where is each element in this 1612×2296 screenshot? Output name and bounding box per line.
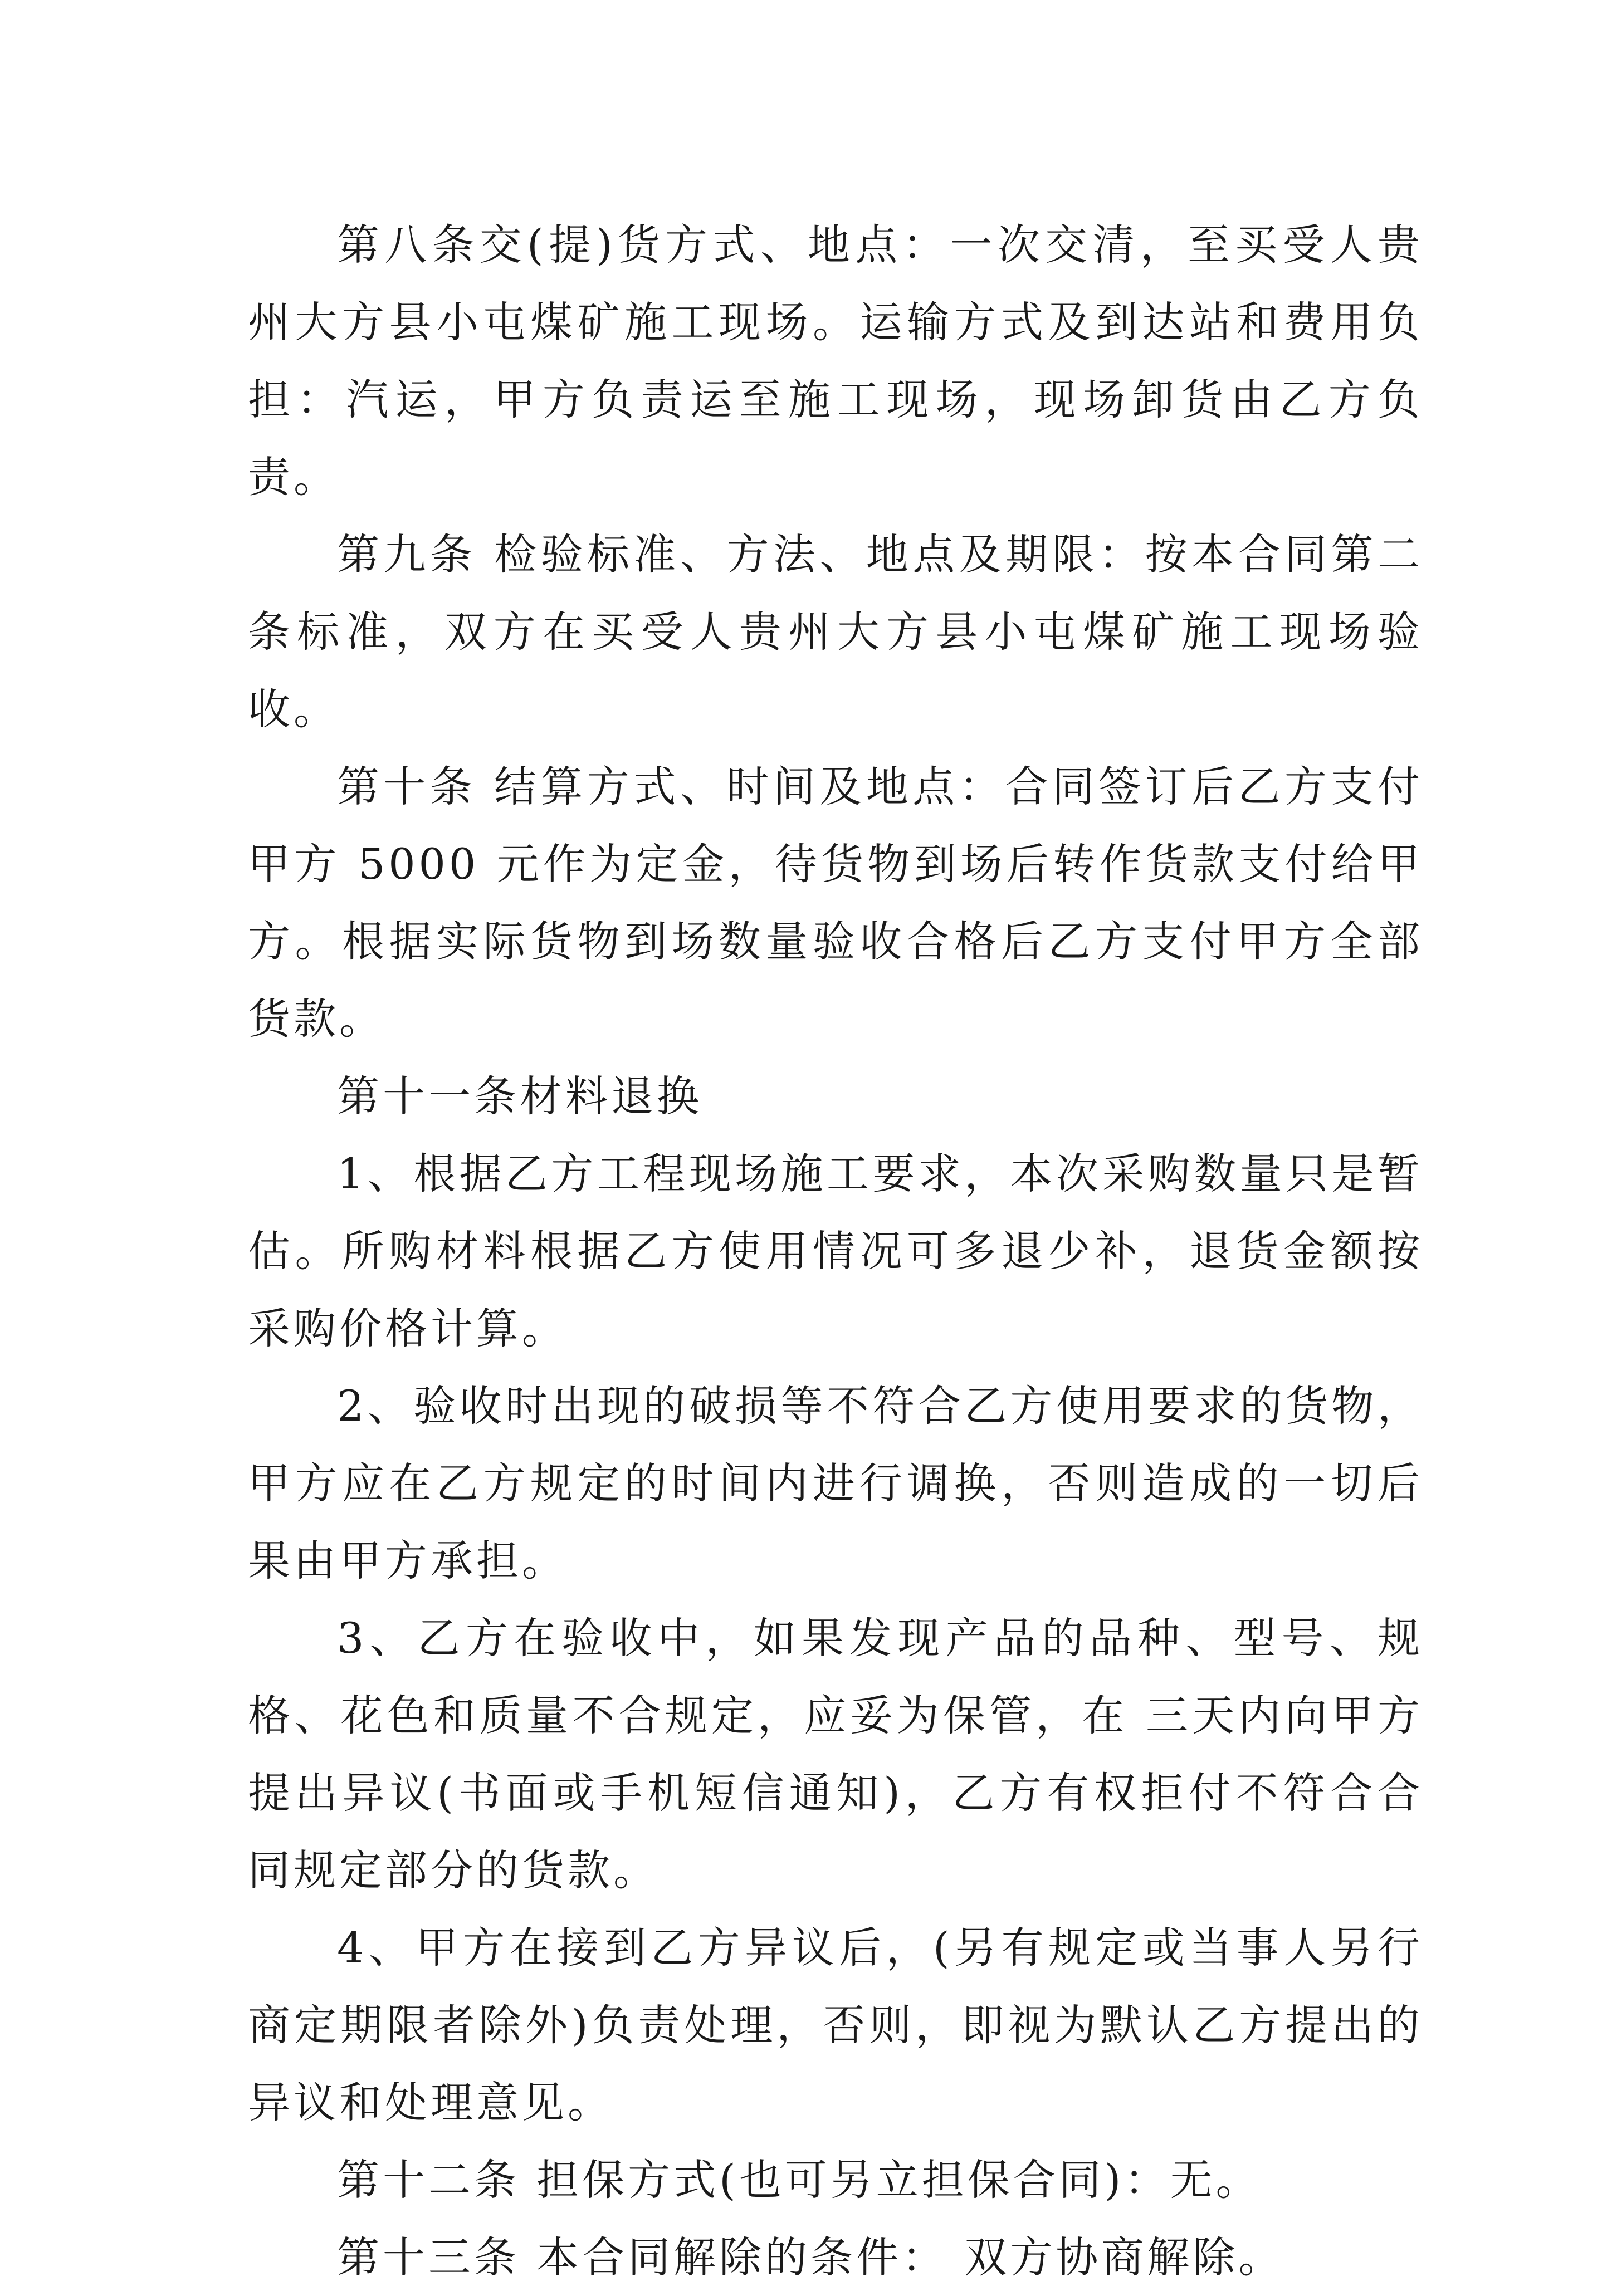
document-body bbox=[248, 206, 1423, 2296]
clause-11-item-3: 3、乙方在验收中，如果发现产品的品种、型号、规格、花色和质量不合规定，应妥为保管，在 三天内向甲方提出异议(书面或手机短信通知)，乙方有权拒付不符合合同规定部分的货款。 bbox=[248, 1613, 1423, 1895]
clause-11-item-2: 2、验收时出现的破损等不符合乙方使用要求的货物，甲方应在乙方规定的时间内进行调换，否则造成的一切后果由甲方承担。 bbox=[248, 1381, 1423, 1585]
clause-10-settlement: 第十条 结算方式、时间及地点：合同签订后乙方支付甲方 5000 元作为定金，待货物到场后转作货款支付给甲方。根据实际货物到场数量验收合格后乙方支付甲方全部货款。 bbox=[248, 762, 1423, 1044]
clause-11-item-4: 4、甲方在接到乙方异议后，(另有规定或当事人另行商定期限者除外)负责处理，否则，即视为默认乙方提出的异议和处理意见。 bbox=[248, 1923, 1423, 2127]
clause-12-guarantee: 第十二条 担保方式(也可另立担保合同)：无。 bbox=[337, 2155, 1262, 2205]
clause-8-delivery: 第八条交(提)货方式、地点：一次交清，至买受人贵州大方县小屯煤矿施工现场。运输方式及到达站和费用负担：汽运，甲方负责运至施工现场，现场卸货由乙方负责。 bbox=[248, 220, 1423, 502]
clause-13-termination: 第十三条 本合同解除的条件： 双方协商解除。 bbox=[337, 2233, 1284, 2282]
clause-11-heading: 第十一条材料退换 bbox=[337, 1071, 702, 1121]
clause-9-inspection: 第九条 检验标准、方法、地点及期限：按本合同第二条标准，双方在买受人贵州大方县小屯煤矿施工现场验收。 bbox=[248, 530, 1423, 734]
clause-11-item-1: 1、根据乙方工程现场施工要求，本次采购数量只是暂估。所购材料根据乙方使用情况可多退少补，退货金额按采购价格计算。 bbox=[248, 1149, 1423, 1353]
